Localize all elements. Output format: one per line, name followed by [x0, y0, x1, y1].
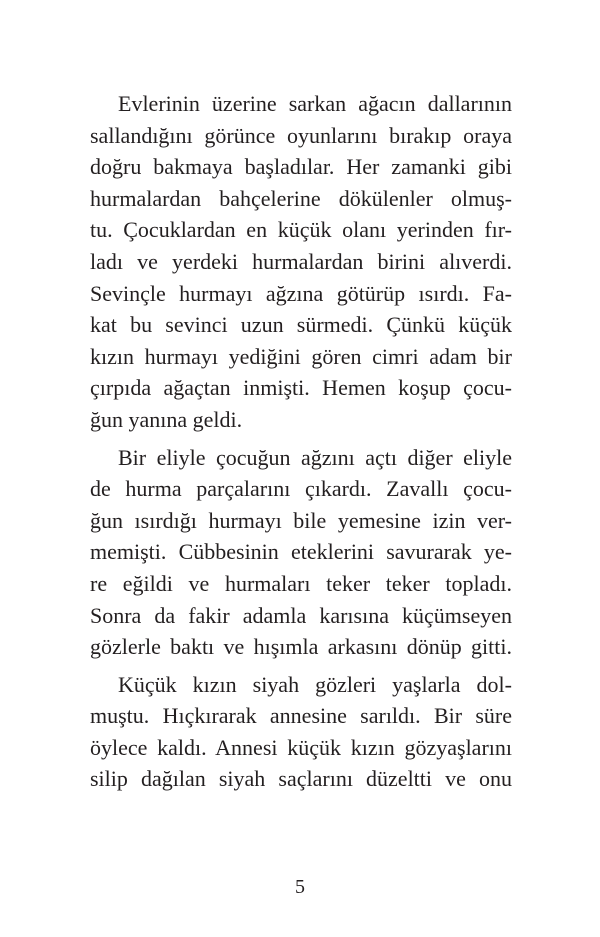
- text-line: Bir eliyle çocuğun ağzını açtı diğer eliyle: [118, 444, 512, 470]
- text-line: ladı ve yerdeki hurmalardan birini alıverdi.: [90, 248, 512, 274]
- text-line: de hurma parçalarını çıkardı. Zavallı çocu-: [90, 476, 512, 502]
- text-line: kat bu sevinci uzun sürmedi. Çünkü küçük: [90, 312, 512, 338]
- text-line: ğun ısırdığı hurmayı bile yemesine izin ver-: [90, 507, 512, 533]
- text-line: sallandığını görünce oyunlarını bırakıp oraya: [90, 122, 512, 148]
- paragraph-3: [90, 669, 512, 795]
- paragraph-2: [90, 442, 512, 663]
- text-line: Sonra da fakir adamla karısına küçümseyen: [90, 602, 512, 628]
- text-line: re eğildi ve hurmaları teker teker topladı.: [90, 570, 512, 596]
- text-line: kızın hurmayı yediğini gören cimri adam bir: [90, 343, 512, 369]
- body-text: [90, 88, 512, 795]
- text-line: gözlerle baktı ve hışımla arkasını dönüp gitti.: [90, 634, 512, 660]
- text-line: tu. Çocuklardan en küçük olanı yerinden fır-: [90, 217, 512, 243]
- text-line: çırpıda ağaçtan inmişti. Hemen koşup çocu-: [90, 375, 512, 401]
- text-line: Küçük kızın siyah gözleri yaşlarla dol-: [118, 671, 512, 697]
- text-line: öylece kaldı. Annesi küçük kızın gözyaşlarını: [90, 734, 512, 760]
- page-number: 5: [295, 876, 305, 898]
- text-line: ğun yanına geldi.: [90, 406, 243, 432]
- paragraph-1: [90, 88, 512, 436]
- text-line: memişti. Cübbesinin eteklerini savurarak ye-: [90, 539, 512, 565]
- text-line: doğru bakmaya başladılar. Her zamanki gibi: [90, 154, 512, 180]
- text-line: hurmalardan bahçelerine dökülenler olmuş-: [90, 185, 512, 211]
- text-line: silip dağılan siyah saçlarını düzeltti ve onu: [90, 766, 512, 792]
- text-line: Evlerinin üzerine sarkan ağacın dallarının: [118, 91, 512, 116]
- text-line: muştu. Hıçkırarak annesine sarıldı. Bir süre: [90, 703, 512, 729]
- text-line: Sevinçle hurmayı ağzına götürüp ısırdı. Fa-: [90, 280, 512, 306]
